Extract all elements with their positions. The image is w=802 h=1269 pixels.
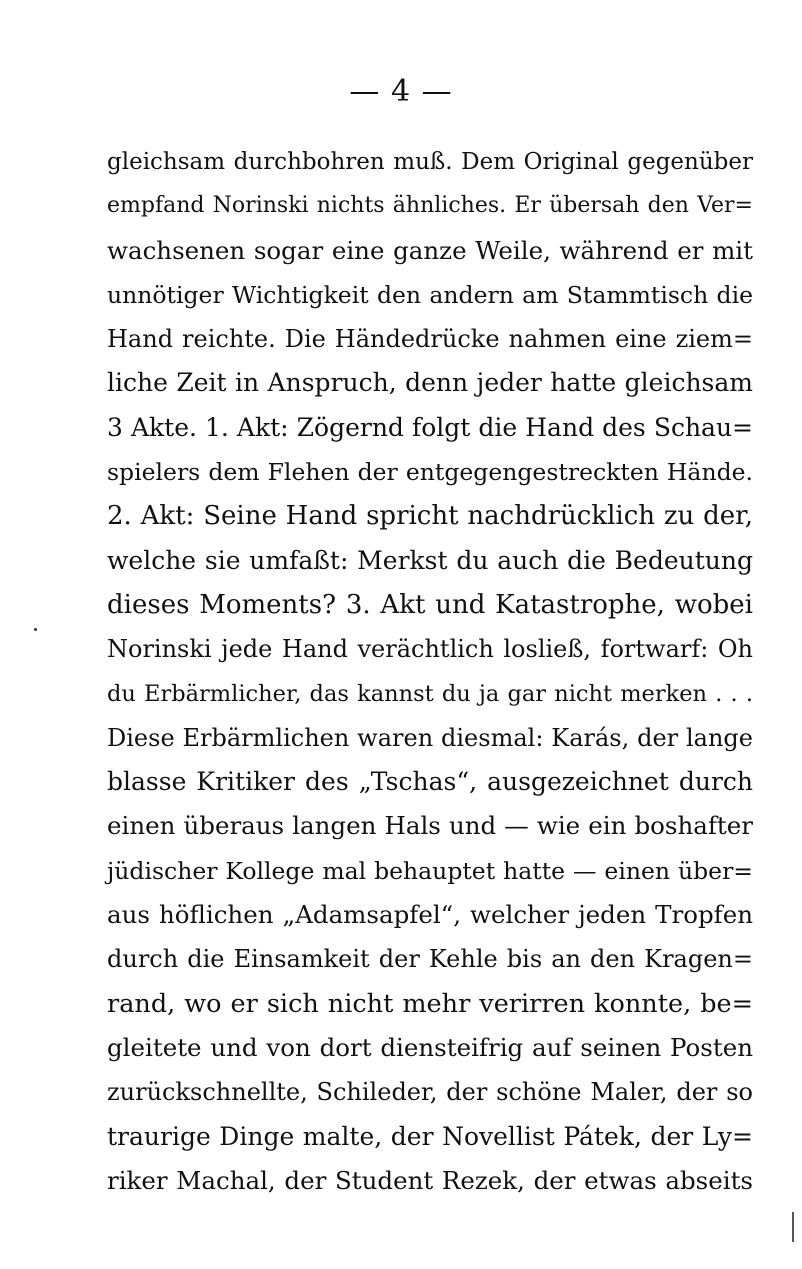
text-line: gleitete und von dort diensteifrig auf seinen Posten — [107, 1032, 753, 1062]
text-line: riker Machal, der Student Rezek, der etwas abseits — [107, 1165, 753, 1195]
text-line: du Erbärmlicher, das kannst du ja gar nicht merken . . . — [107, 680, 753, 707]
text-line: zurückschnellte, Schileder, der schöne Maler, der so — [107, 1078, 753, 1107]
text-line: Hand reichte. Die Händedrücke nahmen eine ziem= — [107, 325, 753, 354]
text-line: empfand Norinski nichts ähnliches. Er übersah den Ver= — [107, 193, 753, 219]
text-line: 2. Akt: Seine Hand spricht nachdrücklich zu der, — [107, 501, 753, 532]
page-edge-mark — [786, 1212, 794, 1242]
text-line: liche Zeit in Anspruch, denn jeder hatte gleichsam — [107, 368, 753, 398]
text-line: einen überaus langen Hals und — wie ein boshafter — [107, 811, 753, 841]
text-line: unnötiger Wichtigkeit den andern am Stammtisch die — [107, 280, 753, 309]
text-line: jüdischer Kollege mal behauptet hatte — einen über= — [107, 856, 753, 885]
text-line: aus höflichen „Adamsapfel“, welcher jeden Tropfen — [107, 900, 753, 930]
text-line: Norinski jede Hand verächtlich losließ, fortwarf: Oh — [107, 635, 753, 664]
text-line: 3 Akte. 1. Akt: Zögernd folgt die Hand des Schau= — [107, 412, 753, 442]
page-number: — 4 — — [349, 74, 453, 109]
text-line: durch die Einsamkeit der Kehle bis an den Kragen= — [107, 945, 753, 974]
text-line: Diese Erbärmlichen waren diesmal: Karás, der lange — [107, 723, 753, 752]
text-line: gleichsam durchbohren muß. Dem Original gegenüber — [107, 149, 753, 175]
text-line: wachsenen sogar eine ganze Weile, während er mit — [107, 235, 753, 265]
text-line: dieses Moments? 3. Akt und Katastrophe, wobei — [107, 589, 753, 620]
text-line: traurige Dinge malte, der Novellist Pátek, der Ly= — [107, 1121, 753, 1151]
text-line: rand, wo er sich nicht mehr verirren konnte, be= — [107, 988, 753, 1019]
text-line: spielers dem Flehen der entgegengestreckten Hände. — [107, 458, 753, 487]
body-text — [107, 140, 753, 1203]
text-line: blasse Kritiker des „Tschas“, ausgezeichnet durch — [107, 767, 753, 797]
text-line: welche sie umfaßt: Merkst du auch die Bedeutung — [107, 545, 753, 575]
stray-ink-mark — [34, 628, 37, 631]
